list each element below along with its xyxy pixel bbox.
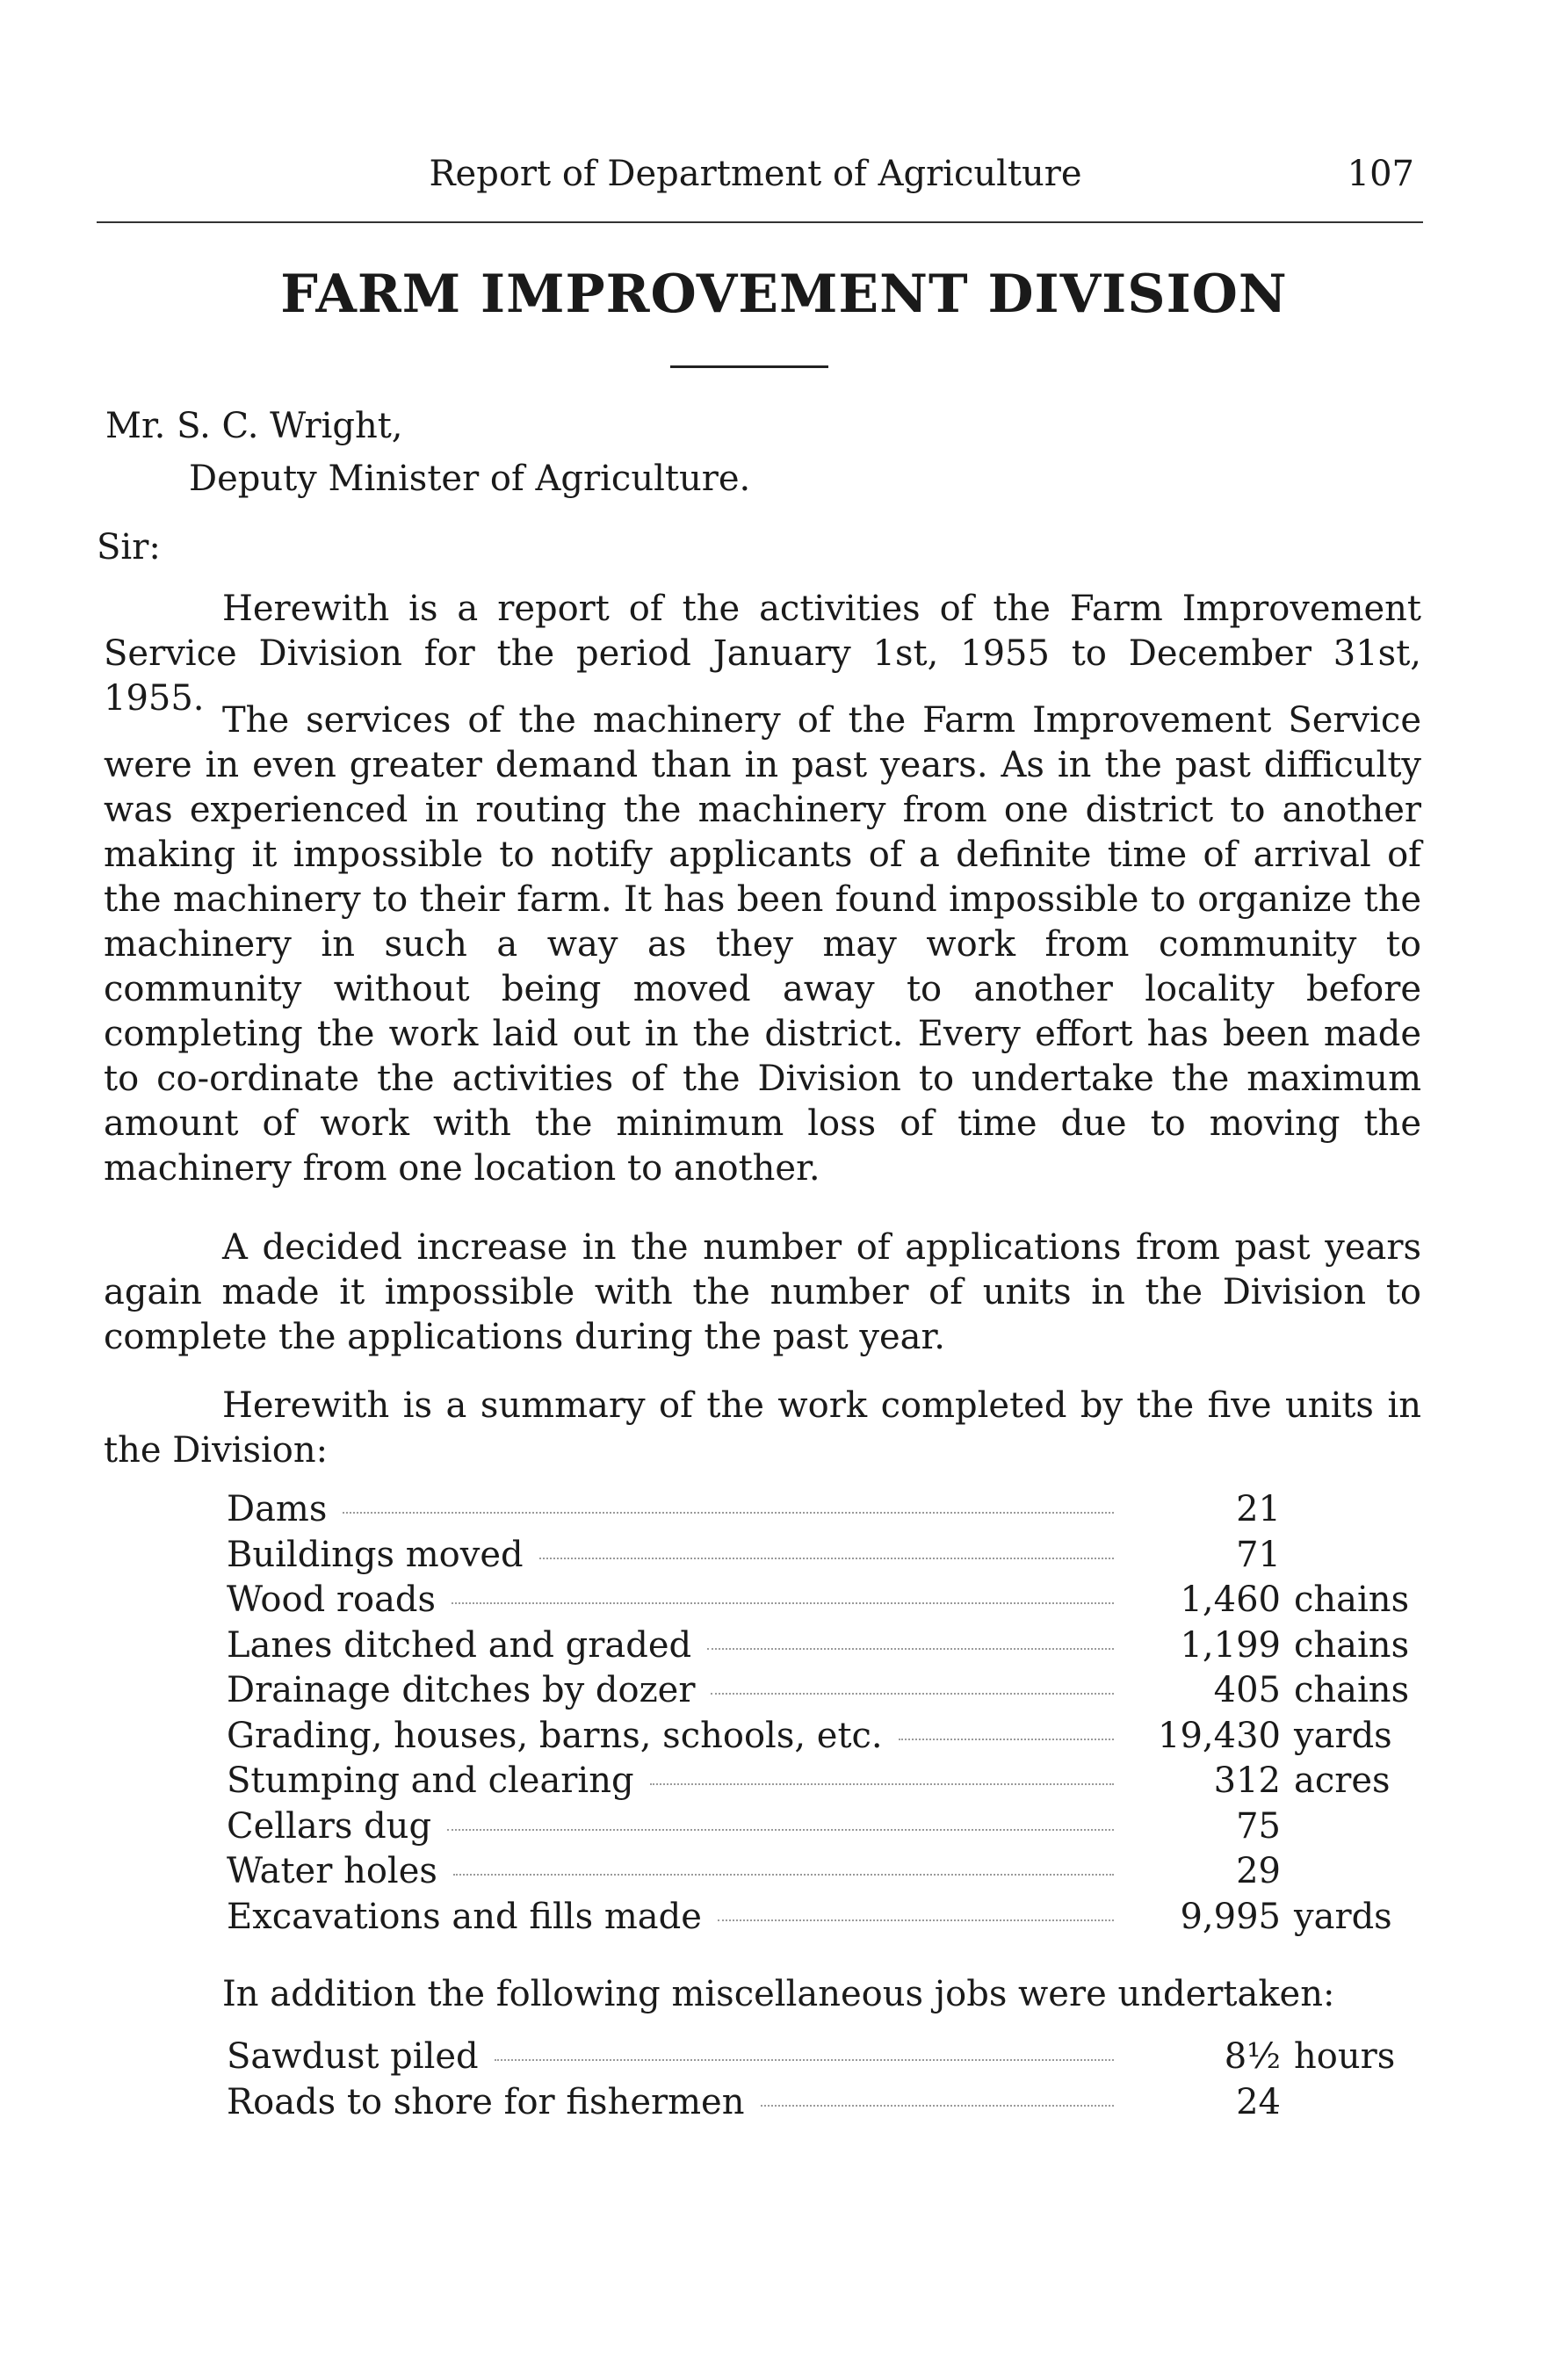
dot-leader — [495, 2059, 1114, 2061]
item-label: Sawdust piled — [227, 2036, 479, 2077]
item-unit: chains — [1294, 1624, 1410, 1666]
item-unit: yards — [1294, 1715, 1392, 1756]
dot-leader — [707, 1648, 1114, 1650]
addressee-title: Deputy Minister of Agriculture. — [189, 459, 751, 499]
list-item — [227, 1897, 1456, 1942]
dot-leader — [899, 1739, 1114, 1740]
list-item — [227, 1625, 1456, 1671]
division-heading: FARM IMPROVEMENT DIVISION — [280, 264, 1288, 325]
item-unit: acres — [1294, 1760, 1391, 1801]
item-value: 8½ — [1224, 2036, 1281, 2077]
item-unit: yards — [1294, 1896, 1392, 1937]
dot-leader — [718, 1919, 1114, 1921]
work-summary-list — [227, 1489, 1456, 1941]
dot-leader — [711, 1693, 1114, 1695]
list-item — [227, 1489, 1456, 1535]
list-item — [227, 2082, 1456, 2128]
paragraph-text: Herewith is a report of the activities of the Farm Improvement Service Division for the period January 1st, 1955 to December 31st, 1955. — [104, 589, 1421, 719]
item-label: Grading, houses, barns, schools, etc. — [227, 1715, 883, 1756]
item-label: Stumping and clearing — [227, 1760, 634, 1801]
paragraph-text: The services of the machinery of the Farm Improvement Service were in even greater demand than in past years. As in the past difficulty was experienced in routing the machinery from one district to another making it impossible to notify applicants of a definite time of arrival of the machinery to their farm. It has been found impossible to organize the machinery in such a way as they may work from community to community without being moved away to another locality before completing the work laid out in the district. Every effort has been made to co-ordinate the activities of the Division to undertake the maximum amount of work with the minimum loss of time due to moving the machinery from one location to another. — [104, 700, 1421, 1189]
item-unit: hours — [1294, 2036, 1396, 2077]
item-value: 1,199 — [1180, 1624, 1281, 1666]
item-label: Water holes — [227, 1851, 437, 1891]
list-item — [227, 1716, 1456, 1761]
item-value: 24 — [1236, 2081, 1281, 2122]
paragraph-text: Herewith is a summary of the work completed by the five units in the Division: — [104, 1385, 1421, 1471]
item-label: Lanes ditched and graded — [227, 1624, 692, 1666]
body-paragraph — [104, 1384, 1421, 1473]
running-header — [97, 154, 1414, 206]
item-value: 9,995 — [1180, 1896, 1281, 1937]
paragraph-text: In addition the following miscellaneous jobs were undertaken: — [222, 1974, 1335, 2014]
dot-leader — [650, 1783, 1114, 1785]
list-item — [227, 1535, 1456, 1580]
item-value: 71 — [1236, 1534, 1281, 1575]
item-label: Excavations and fills made — [227, 1896, 702, 1937]
addressee-block — [105, 400, 750, 505]
item-value: 75 — [1236, 1805, 1281, 1847]
dot-leader — [761, 2105, 1115, 2107]
list-item — [227, 2036, 1456, 2082]
dot-leader — [539, 1558, 1114, 1559]
paragraph-text: A decided increase in the number of applications from past years again made it impossible with the number of units in the Division to complete the applications during the past year. — [104, 1227, 1421, 1357]
item-label: Cellars dug — [227, 1805, 432, 1847]
item-label: Drainage ditches by dozer — [227, 1670, 696, 1710]
list-item — [227, 1580, 1456, 1625]
item-unit: chains — [1294, 1670, 1410, 1710]
list-item — [227, 1806, 1456, 1852]
header-rule — [97, 221, 1423, 223]
dot-leader — [453, 1874, 1114, 1876]
item-unit: chains — [1294, 1580, 1410, 1620]
body-paragraph — [104, 1972, 1421, 2017]
item-label: Dams — [227, 1489, 328, 1529]
body-paragraph — [104, 698, 1421, 1191]
salutation: Sir: — [97, 527, 161, 568]
list-item — [227, 1851, 1456, 1897]
item-value: 21 — [1236, 1489, 1281, 1529]
list-item — [227, 1760, 1456, 1806]
addressee-name: Mr. S. C. Wright, — [105, 406, 403, 446]
heading-rule — [670, 365, 828, 368]
item-value: 1,460 — [1180, 1580, 1281, 1620]
list-item — [227, 1670, 1456, 1716]
dot-leader — [447, 1829, 1114, 1831]
running-title: Report of Department of Agriculture — [429, 154, 1082, 194]
item-label: Roads to shore for fishermen — [227, 2081, 745, 2122]
misc-jobs-list — [227, 2036, 1456, 2127]
item-value: 19,430 — [1158, 1715, 1281, 1756]
item-label: Buildings moved — [227, 1534, 524, 1575]
item-value: 312 — [1213, 1760, 1281, 1801]
dot-leader — [452, 1602, 1114, 1604]
dot-leader — [343, 1512, 1114, 1514]
body-paragraph — [104, 1225, 1421, 1360]
item-value: 405 — [1213, 1670, 1281, 1710]
item-label: Wood roads — [227, 1580, 437, 1620]
page-number: 107 — [1347, 154, 1414, 194]
item-value: 29 — [1236, 1851, 1281, 1891]
